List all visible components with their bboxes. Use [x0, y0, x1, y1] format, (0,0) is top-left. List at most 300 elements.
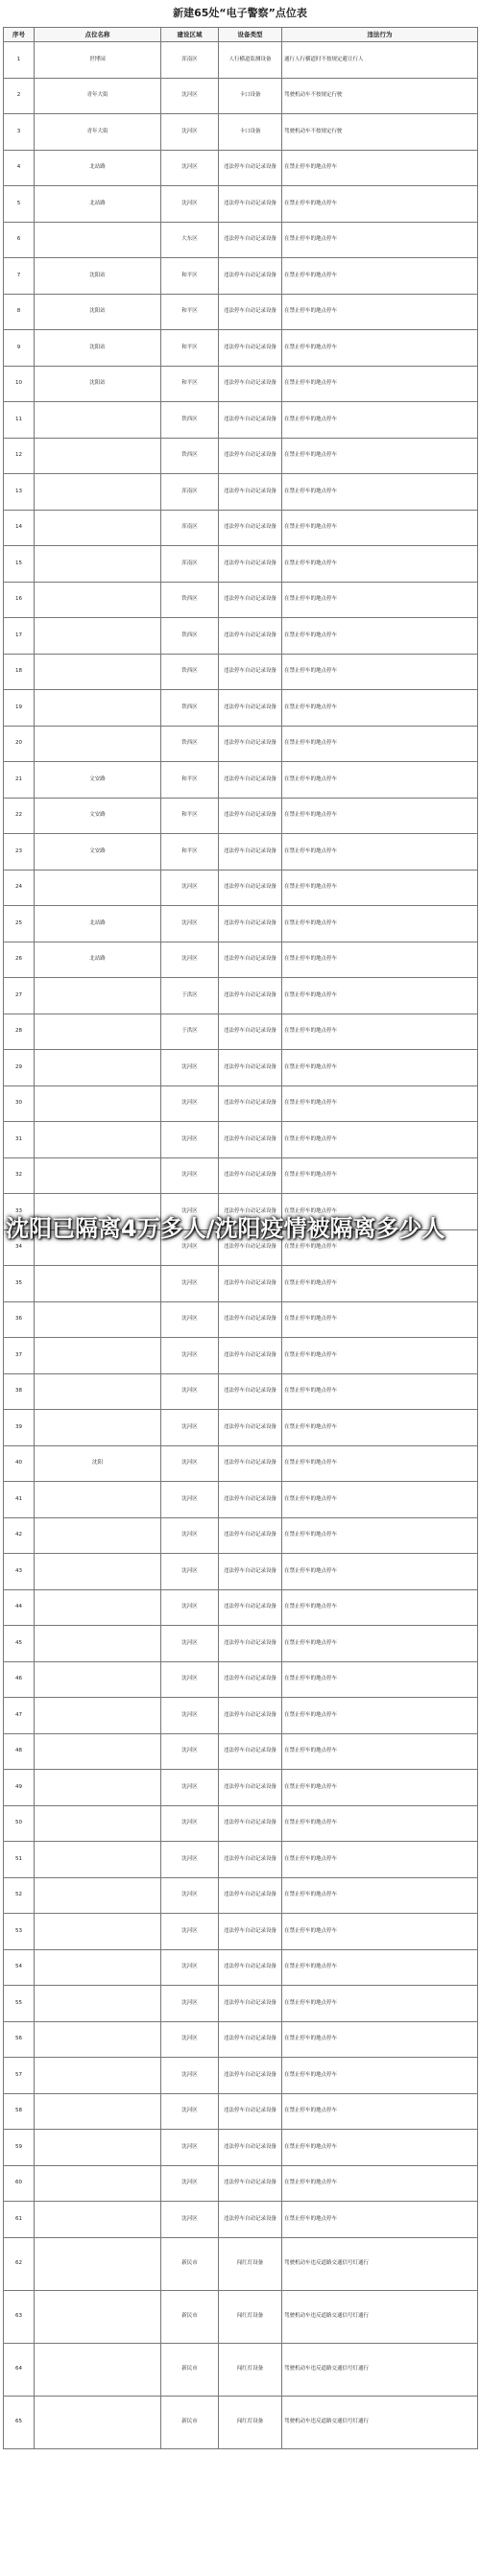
row-index: 65 [4, 2396, 35, 2448]
row-location [35, 438, 161, 474]
row-location [35, 618, 161, 655]
table-row [4, 258, 478, 295]
row-district: 新民市 [161, 2237, 219, 2290]
row-index: 62 [4, 2237, 35, 2290]
row-violation: 驾驶机动车违反道路交通信号灯通行 [282, 2343, 478, 2396]
row-index: 37 [4, 1338, 35, 1374]
row-location [35, 1122, 161, 1158]
row-location [35, 1517, 161, 1554]
row-district: 沈河区 [161, 2202, 219, 2238]
row-location [35, 1842, 161, 1878]
row-location [35, 2237, 161, 2290]
row-violation: 在禁止停车的地点停车 [282, 1698, 478, 1734]
row-device-type: 违法停车自动记录设备 [219, 690, 282, 727]
table-row [4, 1986, 478, 2022]
table-row [4, 798, 478, 834]
table-row [4, 78, 478, 114]
row-location: 北站路 [35, 942, 161, 978]
row-index: 63 [4, 2290, 35, 2343]
row-district: 铁西区 [161, 402, 219, 439]
row-violation: 在禁止停车的地点停车 [282, 1805, 478, 1842]
row-device-type: 违法停车自动记录设备 [219, 2130, 282, 2166]
row-district: 铁西区 [161, 690, 219, 727]
row-district: 和平区 [161, 258, 219, 295]
row-violation: 在禁止停车的地点停车 [282, 2021, 478, 2058]
row-location [35, 2396, 161, 2448]
row-violation: 驾驶机动车违反道路交通信号灯通行 [282, 2290, 478, 2343]
row-district: 沈河区 [161, 2130, 219, 2166]
row-violation: 在禁止停车的地点停车 [282, 1770, 478, 1806]
table-row [4, 618, 478, 655]
row-index: 59 [4, 2130, 35, 2166]
row-district: 沈河区 [161, 1122, 219, 1158]
row-district: 铁西区 [161, 726, 219, 762]
row-violation: 在禁止停车的地点停车 [282, 726, 478, 762]
row-violation: 在禁止停车的地点停车 [282, 942, 478, 978]
row-district: 沈河区 [161, 2165, 219, 2202]
table-row [4, 1805, 478, 1842]
row-violation: 驾驶机动车不按规定行驶 [282, 114, 478, 151]
row-index: 4 [4, 150, 35, 186]
row-district: 沈河区 [161, 1445, 219, 1482]
row-district: 铁西区 [161, 582, 219, 618]
row-device-type: 违法停车自动记录设备 [219, 1733, 282, 1770]
row-index: 19 [4, 690, 35, 727]
table-row [4, 978, 478, 1014]
row-location: 文安路 [35, 834, 161, 871]
row-violation: 驾驶机动车违反道路交通信号灯通行 [282, 2237, 478, 2290]
table-header-row [4, 28, 478, 42]
row-district: 铁西区 [161, 438, 219, 474]
table-row [4, 1770, 478, 1806]
row-violation: 在禁止停车的地点停车 [282, 870, 478, 906]
table-row [4, 1050, 478, 1086]
row-district: 沈河区 [161, 870, 219, 906]
row-index: 6 [4, 222, 35, 258]
row-device-type: 违法停车自动记录设备 [219, 2021, 282, 2058]
row-district: 沈河区 [161, 150, 219, 186]
row-violation: 在禁止停车的地点停车 [282, 798, 478, 834]
row-device-type: 违法停车自动记录设备 [219, 1014, 282, 1050]
row-district: 浑南区 [161, 474, 219, 511]
row-index: 1 [4, 42, 35, 79]
row-location: 文安路 [35, 798, 161, 834]
row-district: 沈河区 [161, 1914, 219, 1950]
row-index: 12 [4, 438, 35, 474]
row-violation: 在禁止停车的地点停车 [282, 1842, 478, 1878]
table-row [4, 186, 478, 223]
table-row [4, 2165, 478, 2202]
table-row [4, 1122, 478, 1158]
row-violation: 在禁止停车的地点停车 [282, 1157, 478, 1194]
row-location [35, 1338, 161, 1374]
row-district: 沈河区 [161, 1266, 219, 1302]
row-location [35, 1949, 161, 1986]
row-location [35, 2058, 161, 2094]
row-device-type: 违法停车自动记录设备 [219, 330, 282, 367]
row-violation: 在禁止停车的地点停车 [282, 402, 478, 439]
row-violation: 在禁止停车的地点停车 [282, 2093, 478, 2130]
row-device-type: 违法停车自动记录设备 [219, 726, 282, 762]
row-index: 14 [4, 510, 35, 546]
table-row [4, 1014, 478, 1050]
row-device-type: 违法停车自动记录设备 [219, 1373, 282, 1410]
row-index: 21 [4, 762, 35, 799]
row-violation: 在禁止停车的地点停车 [282, 1554, 478, 1590]
row-index: 3 [4, 114, 35, 151]
row-index: 52 [4, 1877, 35, 1914]
row-device-type: 违法停车自动记录设备 [219, 1914, 282, 1950]
row-device-type: 人行横道监测设备 [219, 42, 282, 79]
row-device-type: 闯红灯设备 [219, 2290, 282, 2343]
row-device-type: 违法停车自动记录设备 [219, 1949, 282, 1986]
row-device-type: 违法停车自动记录设备 [219, 942, 282, 978]
table-row [4, 510, 478, 546]
row-district: 沈河区 [161, 1842, 219, 1878]
row-device-type: 违法停车自动记录设备 [219, 1194, 282, 1230]
row-district: 沈河区 [161, 1805, 219, 1842]
row-device-type: 违法停车自动记录设备 [219, 546, 282, 583]
table-body [4, 42, 478, 2449]
row-index: 48 [4, 1733, 35, 1770]
row-device-type: 违法停车自动记录设备 [219, 1661, 282, 1698]
row-index: 50 [4, 1805, 35, 1842]
row-location [35, 654, 161, 690]
table-row [4, 870, 478, 906]
table-row [4, 2021, 478, 2058]
header-district: 建设区域 [161, 28, 219, 42]
row-district: 浑南区 [161, 510, 219, 546]
row-district: 沈河区 [161, 1410, 219, 1446]
row-device-type: 违法停车自动记录设备 [219, 1157, 282, 1194]
row-violation: 在禁止停车的地点停车 [282, 510, 478, 546]
table-row [4, 942, 478, 978]
row-location [35, 1733, 161, 1770]
table-row [4, 1266, 478, 1302]
row-device-type: 违法停车自动记录设备 [219, 1301, 282, 1338]
row-violation: 在禁止停车的地点停车 [282, 762, 478, 799]
row-district: 沈河区 [161, 1338, 219, 1374]
row-index: 60 [4, 2165, 35, 2202]
row-device-type: 卡口设备 [219, 78, 282, 114]
row-violation: 在禁止停车的地点停车 [282, 654, 478, 690]
row-index: 57 [4, 2058, 35, 2094]
row-index: 5 [4, 186, 35, 223]
row-district: 新民市 [161, 2290, 219, 2343]
row-index: 64 [4, 2343, 35, 2396]
row-device-type: 违法停车自动记录设备 [219, 1589, 282, 1626]
table-row [4, 1554, 478, 1590]
row-district: 沈河区 [161, 1877, 219, 1914]
row-district: 和平区 [161, 834, 219, 871]
row-index: 33 [4, 1194, 35, 1230]
row-location [35, 1986, 161, 2022]
table-row [4, 2130, 478, 2166]
row-district: 和平区 [161, 294, 219, 330]
table-row [4, 330, 478, 367]
row-device-type: 违法停车自动记录设备 [219, 762, 282, 799]
row-location: 沈阳站 [35, 366, 161, 402]
table-row [4, 582, 478, 618]
row-location [35, 2290, 161, 2343]
row-index: 17 [4, 618, 35, 655]
row-violation: 在禁止停车的地点停车 [282, 438, 478, 474]
row-index: 45 [4, 1626, 35, 1662]
row-device-type: 违法停车自动记录设备 [219, 2202, 282, 2238]
table-row [4, 438, 478, 474]
row-device-type: 违法停车自动记录设备 [219, 834, 282, 871]
table-row [4, 1373, 478, 1410]
table-row [4, 906, 478, 942]
row-violation: 在禁止停车的地点停车 [282, 1482, 478, 1518]
watermark-caption: 沈阳已隔离4万多人/沈阳疫情被隔离多少人 [6, 1215, 445, 1242]
row-location: 青年大街 [35, 78, 161, 114]
table-row [4, 726, 478, 762]
row-device-type: 违法停车自动记录设备 [219, 2093, 282, 2130]
row-index: 10 [4, 366, 35, 402]
row-index: 58 [4, 2093, 35, 2130]
row-device-type: 违法停车自动记录设备 [219, 222, 282, 258]
table-row [4, 1482, 478, 1518]
table-row [4, 114, 478, 151]
table-row [4, 42, 478, 79]
row-location [35, 870, 161, 906]
row-location: 北站路 [35, 150, 161, 186]
row-device-type: 违法停车自动记录设备 [219, 870, 282, 906]
row-location [35, 1266, 161, 1302]
row-location [35, 2165, 161, 2202]
row-location [35, 1805, 161, 1842]
row-index: 27 [4, 978, 35, 1014]
row-device-type: 违法停车自动记录设备 [219, 150, 282, 186]
row-location [35, 402, 161, 439]
row-district: 沈河区 [161, 78, 219, 114]
row-district: 沈河区 [161, 2058, 219, 2094]
row-index: 18 [4, 654, 35, 690]
table-row [4, 1733, 478, 1770]
row-index: 20 [4, 726, 35, 762]
table-row [4, 1085, 478, 1122]
row-district: 沈河区 [161, 2093, 219, 2130]
row-violation: 驾驶机动车违反道路交通信号灯通行 [282, 2396, 478, 2448]
row-device-type: 卡口设备 [219, 114, 282, 151]
table-row [4, 1338, 478, 1374]
table-row [4, 366, 478, 402]
row-location [35, 1050, 161, 1086]
row-district: 沈河区 [161, 1733, 219, 1770]
row-district: 沈河区 [161, 1050, 219, 1086]
row-device-type: 违法停车自动记录设备 [219, 2058, 282, 2094]
row-device-type: 违法停车自动记录设备 [219, 1482, 282, 1518]
table-row [4, 2396, 478, 2448]
row-district: 沈河区 [161, 1482, 219, 1518]
row-location [35, 546, 161, 583]
row-device-type: 违法停车自动记录设备 [219, 366, 282, 402]
row-device-type: 违法停车自动记录设备 [219, 294, 282, 330]
row-device-type: 违法停车自动记录设备 [219, 402, 282, 439]
table-row [4, 690, 478, 727]
row-violation: 在禁止停车的地点停车 [282, 1445, 478, 1482]
row-violation: 在禁止停车的地点停车 [282, 1194, 478, 1230]
row-index: 8 [4, 294, 35, 330]
row-district: 和平区 [161, 366, 219, 402]
row-device-type: 违法停车自动记录设备 [219, 510, 282, 546]
table-row [4, 834, 478, 871]
row-device-type: 违法停车自动记录设备 [219, 1122, 282, 1158]
row-violation: 在禁止停车的地点停车 [282, 1914, 478, 1950]
row-index: 35 [4, 1266, 35, 1302]
table-row [4, 2202, 478, 2238]
row-device-type: 违法停车自动记录设备 [219, 1266, 282, 1302]
row-index: 53 [4, 1914, 35, 1950]
table-row [4, 2237, 478, 2290]
table-row [4, 1589, 478, 1626]
row-device-type: 违法停车自动记录设备 [219, 582, 282, 618]
row-location [35, 510, 161, 546]
row-district: 沈河区 [161, 1770, 219, 1806]
row-violation: 在禁止停车的地点停车 [282, 978, 478, 1014]
row-device-type: 违法停车自动记录设备 [219, 186, 282, 223]
row-device-type: 违法停车自动记录设备 [219, 1517, 282, 1554]
row-index: 61 [4, 2202, 35, 2238]
row-index: 54 [4, 1949, 35, 1986]
row-district: 于洪区 [161, 1014, 219, 1050]
table-row [4, 1914, 478, 1950]
table-row [4, 474, 478, 511]
row-district: 沈河区 [161, 1085, 219, 1122]
row-device-type: 违法停车自动记录设备 [219, 474, 282, 511]
row-device-type: 违法停车自动记录设备 [219, 1770, 282, 1806]
row-index: 49 [4, 1770, 35, 1806]
table-row [4, 1410, 478, 1446]
row-index: 25 [4, 906, 35, 942]
row-violation: 在禁止停车的地点停车 [282, 330, 478, 367]
row-district: 沈河区 [161, 1194, 219, 1230]
row-violation: 在禁止停车的地点停车 [282, 2165, 478, 2202]
row-location [35, 1373, 161, 1410]
row-location: 沈阳站 [35, 294, 161, 330]
row-district: 大东区 [161, 222, 219, 258]
row-violation: 在禁止停车的地点停车 [282, 906, 478, 942]
row-device-type: 违法停车自动记录设备 [219, 1626, 282, 1662]
row-district: 和平区 [161, 798, 219, 834]
table-row [4, 2058, 478, 2094]
row-device-type: 违法停车自动记录设备 [219, 1050, 282, 1086]
row-device-type: 违法停车自动记录设备 [219, 1338, 282, 1374]
row-violation: 在禁止停车的地点停车 [282, 222, 478, 258]
row-device-type: 违法停车自动记录设备 [219, 2165, 282, 2202]
row-device-type: 违法停车自动记录设备 [219, 1085, 282, 1122]
row-device-type: 违法停车自动记录设备 [219, 654, 282, 690]
row-device-type: 闯红灯设备 [219, 2343, 282, 2396]
row-violation: 在禁止停车的地点停车 [282, 2058, 478, 2094]
row-violation: 在禁止停车的地点停车 [282, 1589, 478, 1626]
row-device-type: 违法停车自动记录设备 [219, 798, 282, 834]
row-district: 浑南区 [161, 546, 219, 583]
row-district: 浑南区 [161, 42, 219, 79]
row-index: 34 [4, 1229, 35, 1266]
row-device-type: 违法停车自动记录设备 [219, 1805, 282, 1842]
row-district: 沈河区 [161, 1301, 219, 1338]
table-row [4, 1949, 478, 1986]
row-device-type: 违法停车自动记录设备 [219, 1986, 282, 2022]
row-index: 7 [4, 258, 35, 295]
row-violation: 在禁止停车的地点停车 [282, 1410, 478, 1446]
row-location [35, 690, 161, 727]
row-violation: 在禁止停车的地点停车 [282, 474, 478, 511]
row-index: 26 [4, 942, 35, 978]
row-index: 41 [4, 1482, 35, 1518]
row-index: 32 [4, 1157, 35, 1194]
row-violation: 在禁止停车的地点停车 [282, 258, 478, 295]
row-index: 56 [4, 2021, 35, 2058]
row-index: 16 [4, 582, 35, 618]
row-district: 沈河区 [161, 942, 219, 978]
row-index: 42 [4, 1517, 35, 1554]
row-location [35, 222, 161, 258]
row-violation: 在禁止停车的地点停车 [282, 294, 478, 330]
table-row [4, 1626, 478, 1662]
row-location [35, 1914, 161, 1950]
row-district: 沈河区 [161, 1229, 219, 1266]
row-violation: 在禁止停车的地点停车 [282, 1373, 478, 1410]
row-district: 沈河区 [161, 1373, 219, 1410]
row-index: 28 [4, 1014, 35, 1050]
row-location [35, 1554, 161, 1590]
row-device-type: 违法停车自动记录设备 [219, 1842, 282, 1878]
row-violation: 驾驶机动车不按规定行驶 [282, 78, 478, 114]
row-location [35, 1410, 161, 1446]
row-index: 46 [4, 1661, 35, 1698]
table-row [4, 2290, 478, 2343]
row-violation: 在禁止停车的地点停车 [282, 366, 478, 402]
table-row [4, 222, 478, 258]
row-district: 铁西区 [161, 618, 219, 655]
row-index: 24 [4, 870, 35, 906]
row-index: 38 [4, 1373, 35, 1410]
row-device-type: 违法停车自动记录设备 [219, 906, 282, 942]
row-violation: 在禁止停车的地点停车 [282, 1733, 478, 1770]
table-row [4, 654, 478, 690]
row-violation: 在禁止停车的地点停车 [282, 1626, 478, 1662]
row-location [35, 1301, 161, 1338]
row-violation: 在禁止停车的地点停车 [282, 1338, 478, 1374]
row-violation: 在禁止停车的地点停车 [282, 1050, 478, 1086]
row-device-type: 违法停车自动记录设备 [219, 978, 282, 1014]
table-row [4, 1842, 478, 1878]
row-district: 沈河区 [161, 906, 219, 942]
row-location [35, 2343, 161, 2396]
row-device-type: 违法停车自动记录设备 [219, 1445, 282, 1482]
table-row [4, 762, 478, 799]
row-violation: 在禁止停车的地点停车 [282, 150, 478, 186]
row-violation: 在禁止停车的地点停车 [282, 1517, 478, 1554]
row-district: 沈河区 [161, 1554, 219, 1590]
row-index: 39 [4, 1410, 35, 1446]
row-violation: 在禁止停车的地点停车 [282, 690, 478, 727]
row-location [35, 1482, 161, 1518]
row-index: 47 [4, 1698, 35, 1734]
table-row [4, 1301, 478, 1338]
row-index: 43 [4, 1554, 35, 1590]
table-row [4, 1661, 478, 1698]
row-device-type: 违法停车自动记录设备 [219, 258, 282, 295]
row-device-type: 违法停车自动记录设备 [219, 1698, 282, 1734]
row-location [35, 1698, 161, 1734]
row-location [35, 2093, 161, 2130]
table-row [4, 546, 478, 583]
row-district: 沈河区 [161, 1986, 219, 2022]
